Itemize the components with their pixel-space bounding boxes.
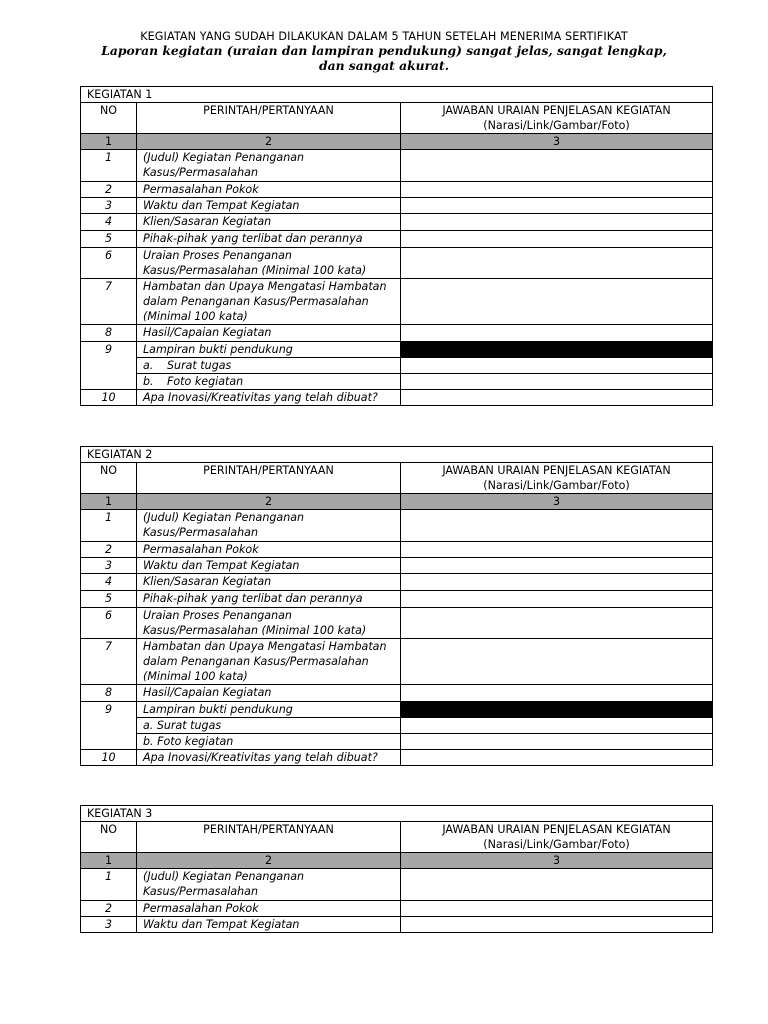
answer-cell[interactable] xyxy=(401,279,713,325)
answer-cell[interactable] xyxy=(401,182,713,198)
answer-cell[interactable] xyxy=(401,150,713,182)
answer-cell[interactable] xyxy=(401,869,713,901)
column-number: 2 xyxy=(137,853,401,869)
row-number: 9 xyxy=(81,342,137,390)
answer-cell[interactable] xyxy=(401,917,713,933)
header-answer-line: JAWABAN URAIAN PENJELASAN KEGIATAN xyxy=(442,823,671,836)
question-line: (Minimal 100 kata) xyxy=(143,670,248,683)
sub-item-surat-tugas xyxy=(137,358,401,374)
question-line: Kasus/Permasalahan xyxy=(143,885,259,898)
row-number: 7 xyxy=(81,639,137,685)
column-number: 1 xyxy=(81,853,137,869)
question-cell: Pihak-pihak yang terlibat dan perannya xyxy=(137,591,401,608)
row-number: 3 xyxy=(81,917,137,933)
question-cell xyxy=(137,150,401,182)
header-question: PERINTAH/PERTANYAAN xyxy=(137,463,401,494)
row-number: 2 xyxy=(81,182,137,198)
sub-item-text: Surat tugas xyxy=(167,359,232,372)
column-number: 2 xyxy=(137,134,401,150)
kegiatan-label: KEGIATAN 3 xyxy=(81,806,713,822)
redacted-cell xyxy=(401,702,713,718)
question-line: Kasus/Permasalahan (Minimal 100 kata) xyxy=(143,264,367,277)
question-cell xyxy=(137,869,401,901)
column-number: 1 xyxy=(81,494,137,510)
question-line: Kasus/Permasalahan (Minimal 100 kata) xyxy=(143,624,367,637)
question-line: (Minimal 100 kata) xyxy=(143,310,248,323)
question-cell: Hasil/Capaian Kegiatan xyxy=(137,325,401,342)
header-no: NO xyxy=(81,103,137,134)
header-question: PERINTAH/PERTANYAAN xyxy=(137,822,401,853)
subtitle-line: Laporan kegiatan (uraian dan lampiran pendukung) sangat jelas, sangat lengkap, xyxy=(101,43,667,58)
question-line: dalam Penanganan Kasus/Permasalahan xyxy=(143,655,369,668)
subtitle-line: dan sangat akurat. xyxy=(319,58,449,73)
answer-cell[interactable] xyxy=(401,510,713,542)
question-line: Kasus/Permasalahan xyxy=(143,166,259,179)
question-cell: Permasalahan Pokok xyxy=(137,542,401,558)
answer-cell[interactable] xyxy=(401,558,713,574)
answer-cell[interactable] xyxy=(401,685,713,702)
column-number: 1 xyxy=(81,134,137,150)
question-cell xyxy=(137,608,401,639)
answer-cell[interactable] xyxy=(401,734,713,750)
row-number: 5 xyxy=(81,231,137,248)
kegiatan-label: KEGIATAN 2 xyxy=(81,447,713,463)
header-answer-line: JAWABAN URAIAN PENJELASAN KEGIATAN xyxy=(442,464,671,477)
header-answer-line: JAWABAN URAIAN PENJELASAN KEGIATAN xyxy=(442,104,671,117)
header-answer-line: (Narasi/Link/Gambar/Foto) xyxy=(483,479,630,492)
redacted-cell xyxy=(401,342,713,358)
sub-item-marker: b. xyxy=(143,375,154,388)
answer-cell[interactable] xyxy=(401,390,713,406)
question-line: Uraian Proses Penanganan xyxy=(143,609,292,622)
answer-cell[interactable] xyxy=(401,639,713,685)
question-cell: Waktu dan Tempat Kegiatan xyxy=(137,558,401,574)
question-cell xyxy=(137,279,401,325)
question-cell: Lampiran bukti pendukung xyxy=(137,342,401,358)
row-number: 1 xyxy=(81,869,137,901)
row-number: 1 xyxy=(81,510,137,542)
question-cell: Apa Inovasi/Kreativitas yang telah dibuat? xyxy=(137,750,401,766)
kegiatan-3-table xyxy=(80,805,713,933)
row-number: 2 xyxy=(81,901,137,917)
question-line: Hambatan dan Upaya Mengatasi Hambatan xyxy=(143,280,387,293)
answer-cell[interactable] xyxy=(401,750,713,766)
question-cell: Klien/Sasaran Kegiatan xyxy=(137,214,401,231)
row-number: 10 xyxy=(81,390,137,406)
sub-item-text: Foto kegiatan xyxy=(167,375,244,388)
question-cell xyxy=(137,639,401,685)
column-number: 3 xyxy=(401,134,713,150)
answer-cell[interactable] xyxy=(401,248,713,279)
question-cell: Hasil/Capaian Kegiatan xyxy=(137,685,401,702)
row-number: 6 xyxy=(81,608,137,639)
header-answer xyxy=(401,463,713,494)
sub-item-foto-kegiatan: b. Foto kegiatan xyxy=(137,734,401,750)
question-cell: Permasalahan Pokok xyxy=(137,182,401,198)
row-number: 8 xyxy=(81,325,137,342)
question-line: Uraian Proses Penanganan xyxy=(143,249,292,262)
row-number: 4 xyxy=(81,574,137,591)
column-number: 3 xyxy=(401,494,713,510)
header-answer-line: (Narasi/Link/Gambar/Foto) xyxy=(483,838,630,851)
question-line: (Judul) Kegiatan Penanganan xyxy=(143,870,305,883)
answer-cell[interactable] xyxy=(401,718,713,734)
row-number: 9 xyxy=(81,702,137,750)
row-number: 4 xyxy=(81,214,137,231)
page-title: KEGIATAN YANG SUDAH DILAKUKAN DALAM 5 TAHUN SETELAH MENERIMA SERTIFIKAT xyxy=(140,30,628,43)
row-number: 2 xyxy=(81,542,137,558)
question-cell: Pihak-pihak yang terlibat dan perannya xyxy=(137,231,401,248)
kegiatan-2-table xyxy=(80,446,713,766)
answer-cell[interactable] xyxy=(401,325,713,342)
header-answer xyxy=(401,822,713,853)
row-number: 1 xyxy=(81,150,137,182)
answer-cell[interactable] xyxy=(401,214,713,231)
row-number: 8 xyxy=(81,685,137,702)
row-number: 3 xyxy=(81,558,137,574)
header-question: PERINTAH/PERTANYAAN xyxy=(137,103,401,134)
header-no: NO xyxy=(81,822,137,853)
sub-item-marker: a. xyxy=(143,359,154,372)
row-number: 7 xyxy=(81,279,137,325)
question-line: Kasus/Permasalahan xyxy=(143,526,259,539)
answer-cell[interactable] xyxy=(401,574,713,591)
header-no: NO xyxy=(81,463,137,494)
answer-cell[interactable] xyxy=(401,591,713,608)
question-line: (Judul) Kegiatan Penanganan xyxy=(143,511,305,524)
answer-cell[interactable] xyxy=(401,608,713,639)
question-cell: Apa Inovasi/Kreativitas yang telah dibuat? xyxy=(137,390,401,406)
answer-cell[interactable] xyxy=(401,374,713,390)
question-cell: Waktu dan Tempat Kegiatan xyxy=(137,917,401,933)
kegiatan-label: KEGIATAN 1 xyxy=(81,87,713,103)
question-cell: Permasalahan Pokok xyxy=(137,901,401,917)
row-number: 6 xyxy=(81,248,137,279)
column-number: 2 xyxy=(137,494,401,510)
question-cell: Lampiran bukti pendukung xyxy=(137,702,401,718)
answer-cell[interactable] xyxy=(401,901,713,917)
column-number: 3 xyxy=(401,853,713,869)
question-cell: Klien/Sasaran Kegiatan xyxy=(137,574,401,591)
question-line: Hambatan dan Upaya Mengatasi Hambatan xyxy=(143,640,387,653)
row-number: 10 xyxy=(81,750,137,766)
question-cell xyxy=(137,510,401,542)
row-number: 3 xyxy=(81,198,137,214)
kegiatan-1-table xyxy=(80,86,713,406)
header-answer-line: (Narasi/Link/Gambar/Foto) xyxy=(483,119,630,132)
answer-cell[interactable] xyxy=(401,358,713,374)
header-answer xyxy=(401,103,713,134)
answer-cell[interactable] xyxy=(401,198,713,214)
question-line: (Judul) Kegiatan Penanganan xyxy=(143,151,305,164)
sub-item-foto-kegiatan xyxy=(137,374,401,390)
sub-item-surat-tugas: a. Surat tugas xyxy=(137,718,401,734)
question-line: dalam Penanganan Kasus/Permasalahan xyxy=(143,295,369,308)
question-cell: Waktu dan Tempat Kegiatan xyxy=(137,198,401,214)
answer-cell[interactable] xyxy=(401,231,713,248)
page-subtitle xyxy=(0,43,768,73)
answer-cell[interactable] xyxy=(401,542,713,558)
row-number: 5 xyxy=(81,591,137,608)
question-cell xyxy=(137,248,401,279)
